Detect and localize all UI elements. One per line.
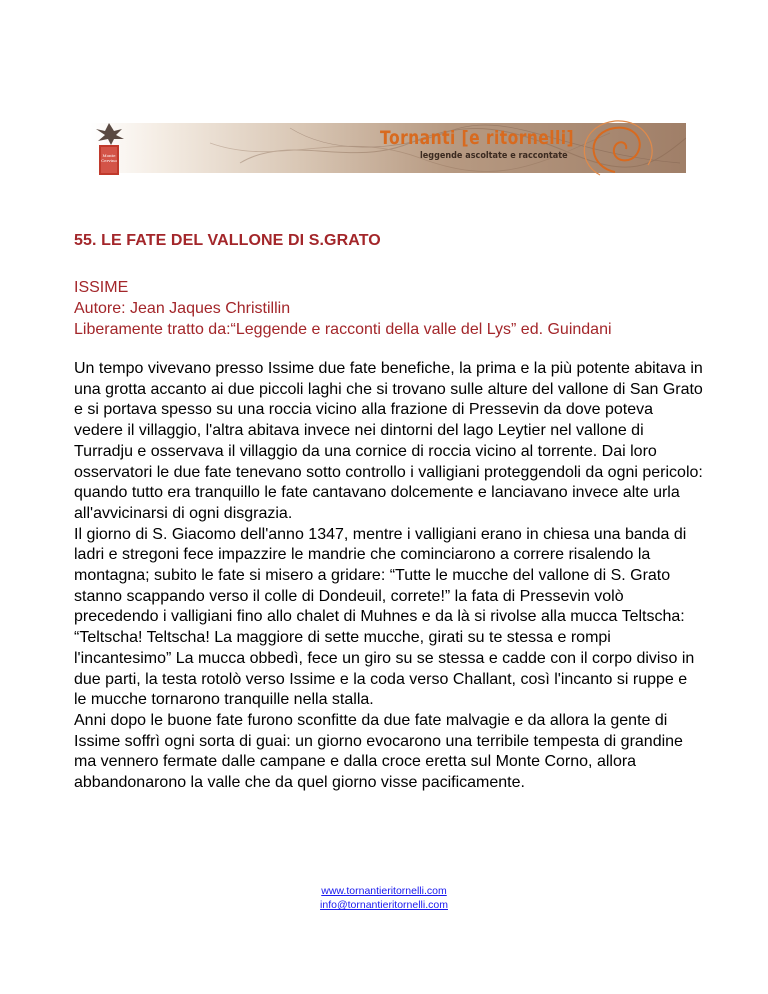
svg-text:Cervino: Cervino: [101, 158, 117, 163]
header-banner: [90, 117, 686, 179]
website-link[interactable]: www.tornantieritornelli.com: [321, 885, 447, 897]
story-author: Autore: Jean Jaques Christillin: [74, 300, 291, 317]
story-place: ISSIME: [74, 279, 129, 296]
story-meta: [74, 277, 704, 340]
story-title: 55. LE FATE DEL VALLONE DI S.GRATO: [74, 232, 381, 249]
story-paragraph: Il giorno di S. Giacomo dell'anno 1347, mentre i valligiani erano in chiesa una banda di ladri e stregoni fece impazzire le mandrie che cominciarono a correre risalendo la montagna; subito le fate si misero a gridare: “Tutte le mucche del vallone di S. Grato stanno scappando verso il colle di Dondeuil, correte!” la fata di Pressevin volò precedendo i valligiani fino allo chalet di Muhnes e da là si rivolse alla mucca Teltscha: “Teltscha! Teltscha! La maggiore di sette mucche, girati su te stessa e rompi l'incantesimo” La mucca obbedì, fece un giro su se stessa e cadde con il corpo diviso in due parti, la testa rotolò verso Issime e la coda verso Challant, così l'incanto si ruppe e le mucche tornarono tranquille nella stalla.: [74, 525, 695, 709]
story-source: Liberamente tratto da:“Leggende e racconti della valle del Lys” ed. Guindani: [74, 321, 612, 338]
site-title: Tornanti [e ritornelli]: [380, 127, 575, 149]
footer: [0, 884, 768, 912]
story-body: [74, 359, 704, 794]
story-paragraph: Anni dopo le buone fate furono sconfitte da due fate malvagie e da allora la gente di Issime soffrì ogni sorta di guai: un giorno evocarono una terribile tempesta di grandine ma vennero fermate dalle campane e dalla croce eretta sul Monte Corno, allora abbandonarono la valle che da quel giorno visse pacificamente.: [74, 711, 683, 792]
swirl-decoration-icon: [570, 117, 660, 179]
site-subtitle: leggende ascoltate e raccontate: [420, 151, 568, 161]
book-bird-logo-icon: [92, 121, 126, 179]
svg-text:Monte: Monte: [102, 153, 116, 158]
story-paragraph: Un tempo vivevano presso Issime due fate benefiche, la prima e la più potente abitava in una grotta accanto ai due piccoli laghi che si trovano sulle alture del vallone di San Grato e si portava spesso su una roccia vicino alla frazione di Pressevin da dove poteva vedere il villaggio, l'altra abitava invece nei dintorni del lago Leytier nel vallone di Turradju e osservava il villaggio da una cornice di roccia vicino al torrente. Dai loro osservatori le due fate tenevano sotto controllo i valligiani proteggendoli da ogni pericolo: quando tutto era tranquillo le fate cantavano dolcemente e lanciavano invece alte urla all'avvicinarsi di ogni disgrazia.: [74, 360, 703, 522]
email-link[interactable]: info@tornantieritornelli.com: [320, 899, 448, 911]
story-content: [74, 230, 704, 794]
